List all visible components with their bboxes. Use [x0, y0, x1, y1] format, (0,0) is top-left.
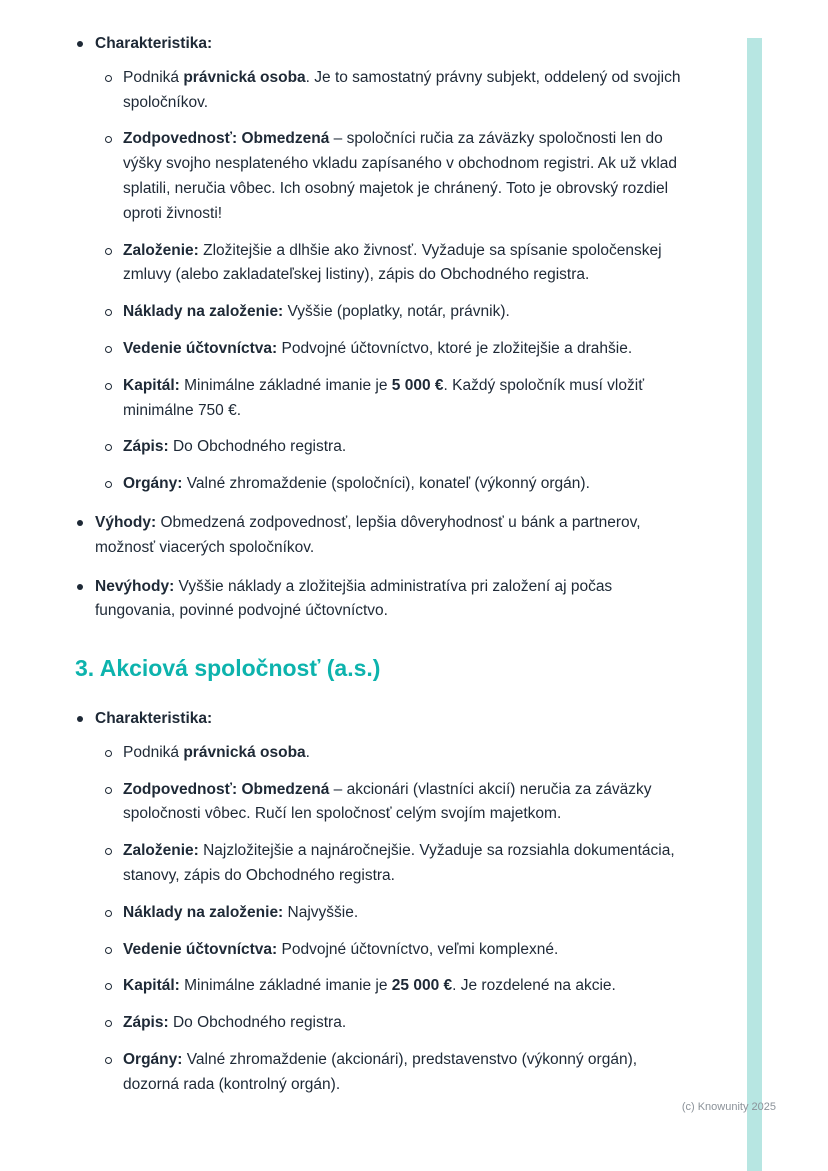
sub-bullet-item [103, 974, 683, 999]
circle-bullet-icon [105, 75, 112, 82]
item-text: Založenie: Najzložitejšie a najnáročnejšie. Vyžaduje sa rozsiahla dokumentácia, stanovy, zápis do Obchodného registra. [123, 842, 675, 884]
sub-bullet-item [103, 337, 683, 362]
item-text: Nevýhody: Vyššie náklady a zložitejšia administratíva pri založení aj počas fungovania, povinné podvojné účtovníctvo. [95, 577, 613, 620]
circle-bullet-icon [105, 136, 112, 143]
circle-bullet-icon [105, 444, 112, 451]
sub-bullet-item [103, 938, 683, 963]
disc-bullet-icon [77, 716, 83, 722]
bullet-item [75, 575, 683, 625]
sub-bullet-item [103, 901, 683, 926]
sub-bullet-item [103, 472, 683, 497]
item-text: Zápis: Do Obchodného registra. [123, 438, 347, 456]
sub-bullet-item [103, 66, 683, 116]
sub-bullet-item [103, 1011, 683, 1036]
circle-bullet-icon [105, 848, 112, 855]
circle-bullet-icon [105, 947, 112, 954]
document-content [75, 32, 683, 1110]
item-text: Kapitál: Minimálne základné imanie je 25 000 €. Je rozdelené na akcie. [123, 977, 616, 995]
bullet-item [75, 707, 683, 732]
sub-bullet-item [103, 435, 683, 460]
sub-bullet-item [103, 127, 683, 226]
section-heading: 3. Akciová spoločnosť (a.s.) [75, 655, 381, 682]
accent-sidebar [747, 38, 762, 1171]
circle-bullet-icon [105, 983, 112, 990]
circle-bullet-icon [105, 1020, 112, 1027]
item-text: Náklady na založenie: Najvyššie. [123, 903, 359, 921]
circle-bullet-icon [105, 309, 112, 316]
disc-bullet-icon [77, 584, 83, 590]
sub-bullet-item [103, 1048, 683, 1098]
sub-bullet-item [103, 778, 683, 828]
disc-bullet-icon [77, 520, 83, 526]
item-text: Zodpovednosť: Obmedzená – akcionári (vlastníci akcií) neručia za záväzky spoločnosti vôbec. Ručí len spoločnosť celým svojím majetkom. [123, 780, 652, 823]
item-text: Vedenie účtovníctva: Podvojné účtovníctvo, veľmi komplexné. [123, 940, 559, 958]
item-text: Podniká právnická osoba. [123, 743, 310, 761]
item-text: Charakteristika: [95, 35, 213, 52]
circle-bullet-icon [105, 1057, 112, 1064]
item-text: Zápis: Do Obchodného registra. [123, 1014, 347, 1032]
bullet-item [75, 32, 683, 57]
item-text: Charakteristika: [95, 709, 213, 727]
circle-bullet-icon [105, 750, 112, 757]
sub-bullet-item [103, 374, 683, 424]
footer-credit: (c) Knowunity 2025 [681, 1101, 776, 1113]
circle-bullet-icon [105, 248, 112, 255]
item-text: Kapitál: Minimálne základné imanie je 5 000 €. Každý spoločník musí vložiť minimálne 750 €. [123, 376, 645, 419]
item-text: Založenie: Zložitejšie a dlhšie ako živnosť. Vyžaduje sa spísanie spoločenskej zmluvy (alebo zakladateľskej listiny), zápis do Obchodného registra. [123, 241, 662, 284]
item-text: Výhody: Obmedzená zodpovednosť, lepšia dôveryhodnosť u bánk a partnerov, možnosť viacerých spoločníkov. [95, 513, 641, 556]
circle-bullet-icon [105, 787, 112, 794]
circle-bullet-icon [105, 481, 112, 488]
item-text: Vedenie účtovníctva: Podvojné účtovníctvo, ktoré je zložitejšie a drahšie. [123, 339, 633, 357]
circle-bullet-icon [105, 383, 112, 390]
item-text: Orgány: Valné zhromaždenie (akcionári), predstavenstvo (výkonný orgán), dozorná rada (kontrolný orgán). [123, 1050, 638, 1093]
sub-bullet-item [103, 300, 683, 325]
sub-bullet-item [103, 839, 683, 889]
bullet-item [75, 511, 683, 561]
item-text: Podniká právnická osoba. Je to samostatný právny subjekt, oddelený od svojich spoločníkov. [123, 68, 681, 111]
item-text: Orgány: Valné zhromaždenie (spoločníci), konateľ (výkonný orgán). [123, 475, 590, 493]
circle-bullet-icon [105, 910, 112, 917]
circle-bullet-icon [105, 346, 112, 353]
disc-bullet-icon [77, 41, 83, 47]
sub-bullet-item [103, 239, 683, 289]
sub-bullet-item [103, 741, 683, 766]
item-text: Náklady na založenie: Vyššie (poplatky, notár, právnik). [123, 303, 510, 321]
item-text: Zodpovednosť: Obmedzená – spoločníci ručia za záväzky spoločnosti len do výšky svojho nesplateného vkladu zapísaného v obchodnom registri. Ak už vklad splatili, neručia vôbec. Ich osobný majetok je chránený. Toto je obrovský rozdiel oproti živnosti! [123, 130, 678, 222]
